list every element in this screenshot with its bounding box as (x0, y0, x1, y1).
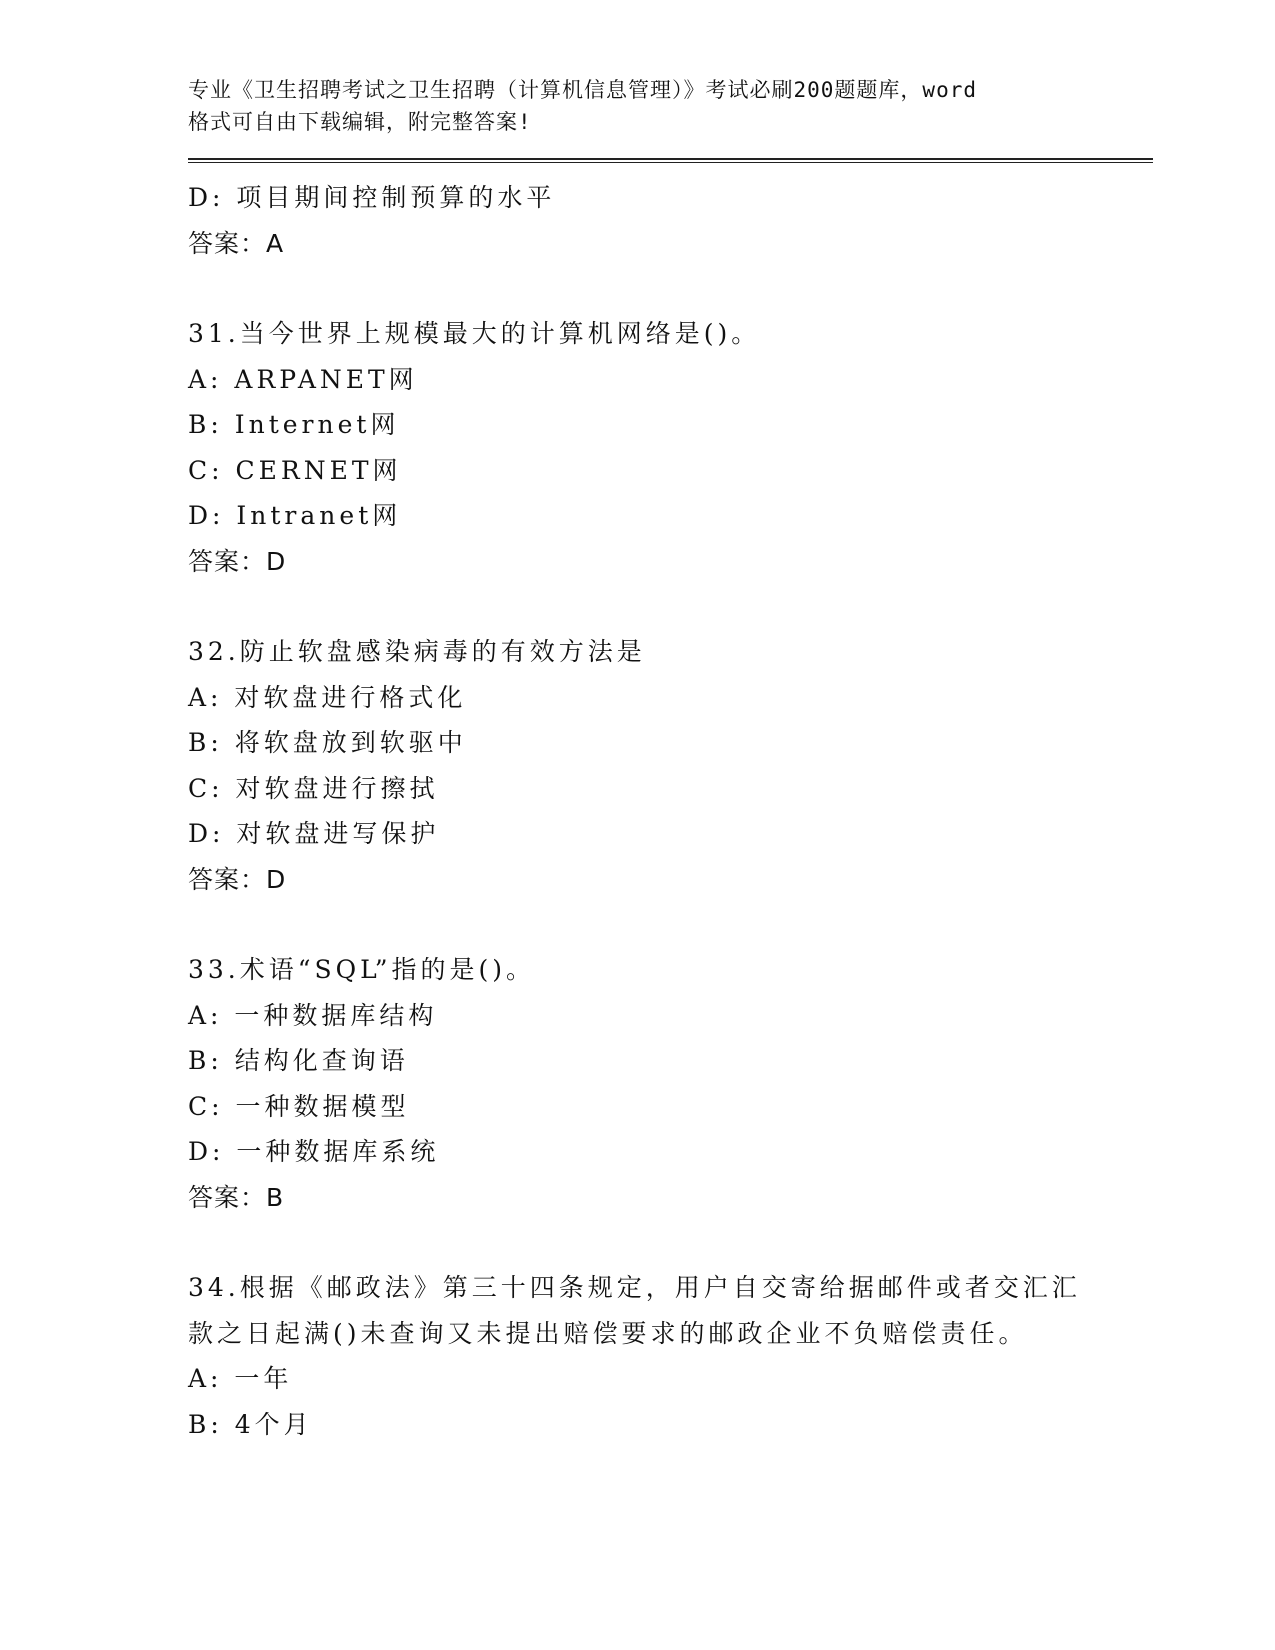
q33-option-d: D: 一种数据库系统 (188, 1137, 440, 1166)
prev-option-d: D: 项目期间控制预算的水平 (188, 183, 556, 212)
q32-answer: 答案：D (188, 864, 287, 894)
q33-option-a: A: 一种数据库结构 (188, 1000, 438, 1030)
doc-header-line-1: 专业《卫生招聘考试之卫生招聘（计算机信息管理）》考试必刷200题题库，word (188, 78, 977, 102)
document-page (188, 74, 1153, 1447)
q31-option-d: D: Intranet网 (188, 501, 402, 530)
q31-stem: 31.当今世界上规模最大的计算机网络是()。 (188, 319, 761, 348)
q34-stem-line-2: 款之日起满()未查询又未提出赔偿要求的邮政企业不负赔偿责任。 (188, 1318, 1028, 1348)
q31-answer: 答案：D (188, 546, 287, 576)
q33-stem: 33.术语“SQL”指的是()。 (188, 955, 536, 984)
doc-header-line-2: 格式可自由下载编辑，附完整答案! (188, 110, 532, 134)
q32-option-b: B: 将软盘放到软驱中 (188, 728, 467, 757)
q31-option-a: A: ARPANET网 (188, 364, 418, 394)
q33-option-c: C: 一种数据模型 (188, 1091, 410, 1121)
q34-stem-line-1: 34.根据《邮政法》第三十四条规定，用户自交寄给据邮件或者交汇汇 (188, 1273, 1081, 1302)
q34-option-a: A: 一年 (188, 1364, 293, 1393)
q32-stem: 32.防止软盘感染病毒的有效方法是 (188, 637, 646, 666)
q31-option-c: C: CERNET网 (188, 455, 402, 485)
header-divider (188, 158, 1153, 163)
prev-answer: 答案：A (188, 228, 285, 258)
q32-option-a: A: 对软盘进行格式化 (188, 682, 467, 712)
q34-option-b: B: 4个月 (188, 1409, 313, 1439)
q33-option-b: B: 结构化查询语 (188, 1046, 409, 1075)
q32-option-c: C: 对软盘进行擦拭 (188, 773, 439, 803)
q31-option-b: B: Internet网 (188, 410, 400, 439)
q32-option-d: D: 对软盘进写保护 (188, 819, 440, 848)
q33-answer: 答案：B (188, 1182, 285, 1212)
question-list (188, 175, 1153, 1447)
